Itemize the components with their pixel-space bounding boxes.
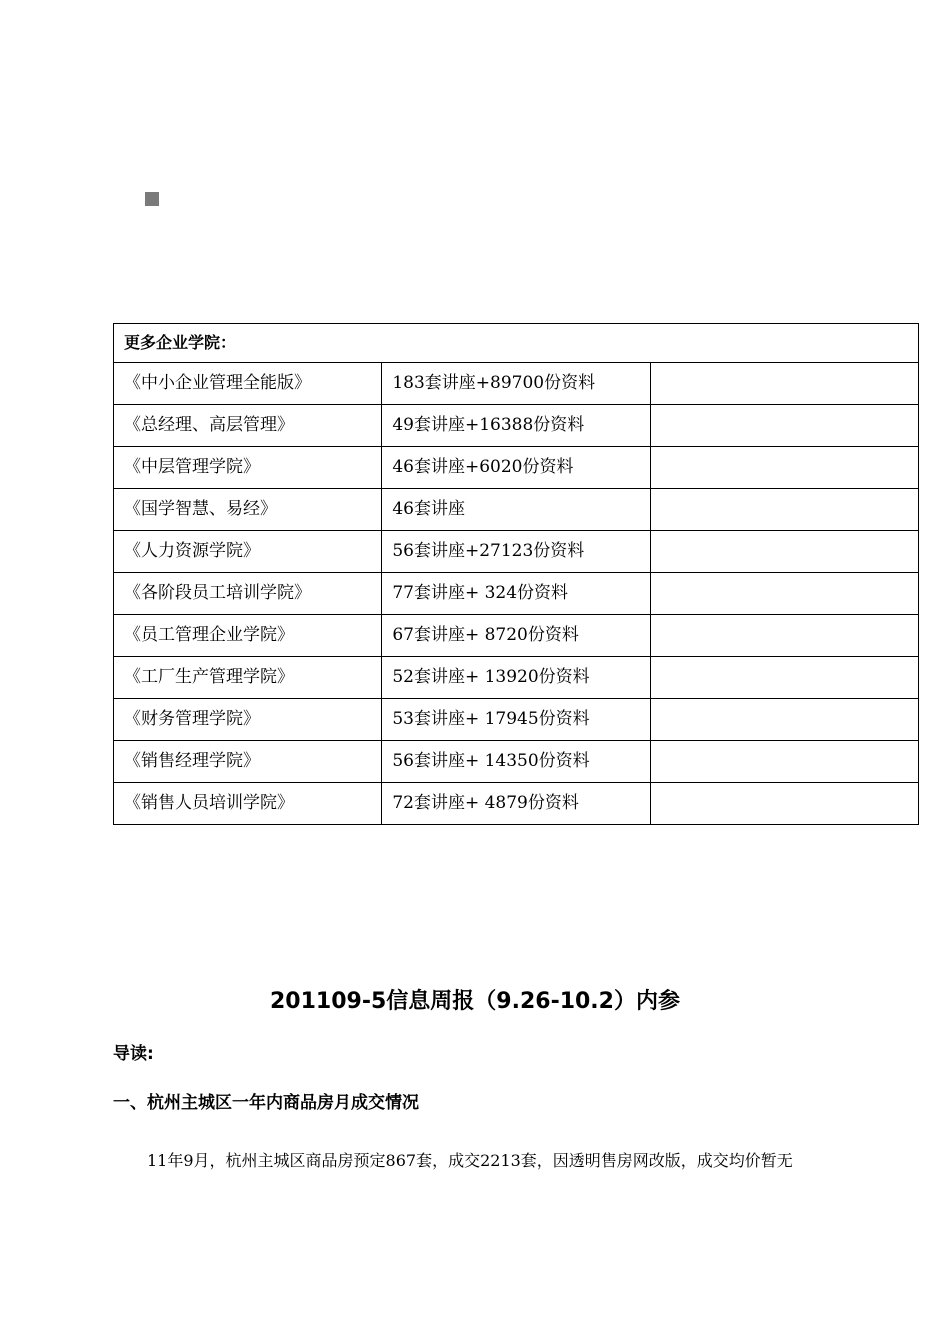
academy-content: 72套讲座+ 4879份资料 bbox=[382, 783, 650, 825]
academy-content: 52套讲座+ 13920份资料 bbox=[382, 657, 650, 699]
table-row bbox=[114, 741, 919, 783]
academy-name: 《总经理、高层管理》 bbox=[114, 405, 382, 447]
academy-name: 《工厂生产管理学院》 bbox=[114, 657, 382, 699]
document-title: 201109-5信息周报（9.26-10.2）内参 bbox=[270, 989, 680, 1014]
empty-cell bbox=[650, 489, 918, 531]
empty-cell bbox=[650, 741, 918, 783]
body-paragraph: 11年9月，杭州主城区商品房预定867套，成交2213套，因透明售房网改版，成交均价暂无 bbox=[147, 1151, 793, 1170]
table-row bbox=[114, 615, 919, 657]
bullet-square-icon bbox=[145, 192, 159, 206]
empty-cell bbox=[650, 657, 918, 699]
empty-cell bbox=[650, 615, 918, 657]
table-row bbox=[114, 489, 919, 531]
table-row bbox=[114, 363, 919, 405]
table-row bbox=[114, 699, 919, 741]
table-row bbox=[114, 657, 919, 699]
academy-name: 《财务管理学院》 bbox=[114, 699, 382, 741]
empty-cell bbox=[650, 405, 918, 447]
academy-name: 《各阶段员工培训学院》 bbox=[114, 573, 382, 615]
empty-cell bbox=[650, 699, 918, 741]
academy-content: 53套讲座+ 17945份资料 bbox=[382, 699, 650, 741]
lead-label: 导读: bbox=[113, 1044, 154, 1064]
academy-content: 77套讲座+ 324份资料 bbox=[382, 573, 650, 615]
empty-cell bbox=[650, 573, 918, 615]
academy-content: 46套讲座+6020份资料 bbox=[382, 447, 650, 489]
academy-content: 46套讲座 bbox=[382, 489, 650, 531]
table-row bbox=[114, 531, 919, 573]
empty-cell bbox=[650, 447, 918, 489]
academy-content: 183套讲座+89700份资料 bbox=[382, 363, 650, 405]
empty-cell bbox=[650, 363, 918, 405]
academy-content: 67套讲座+ 8720份资料 bbox=[382, 615, 650, 657]
academy-content: 56套讲座+ 14350份资料 bbox=[382, 741, 650, 783]
academy-content: 56套讲座+27123份资料 bbox=[382, 531, 650, 573]
academy-name: 《人力资源学院》 bbox=[114, 531, 382, 573]
academy-name: 《销售经理学院》 bbox=[114, 741, 382, 783]
table-row bbox=[114, 783, 919, 825]
academy-name: 《员工管理企业学院》 bbox=[114, 615, 382, 657]
empty-cell bbox=[650, 783, 918, 825]
section-heading: 一、杭州主城区一年内商品房月成交情况 bbox=[113, 1093, 419, 1113]
academy-content: 49套讲座+16388份资料 bbox=[382, 405, 650, 447]
academy-name: 《中层管理学院》 bbox=[114, 447, 382, 489]
academy-name: 《中小企业管理全能版》 bbox=[114, 363, 382, 405]
table-header: 更多企业学院： bbox=[114, 324, 919, 363]
empty-cell bbox=[650, 531, 918, 573]
table-row bbox=[114, 447, 919, 489]
table-header-row bbox=[114, 324, 919, 363]
table-row bbox=[114, 573, 919, 615]
table-row bbox=[114, 405, 919, 447]
academy-name: 《销售人员培训学院》 bbox=[114, 783, 382, 825]
academy-name: 《国学智慧、易经》 bbox=[114, 489, 382, 531]
academy-catalog-table bbox=[113, 323, 919, 825]
